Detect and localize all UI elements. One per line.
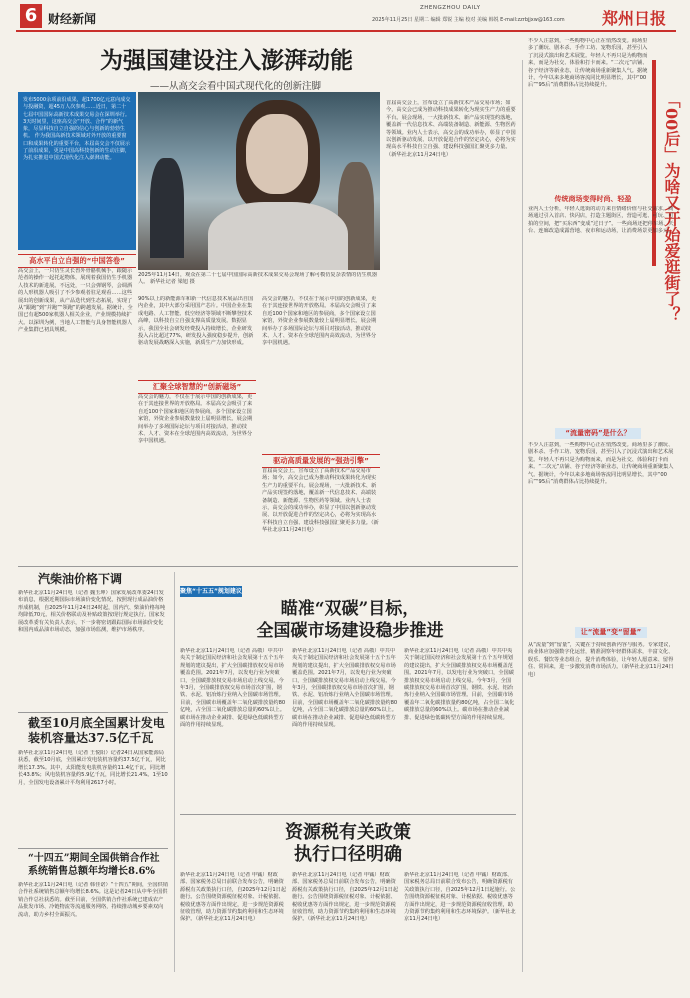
dateline: 2025年11月25日 星期二 编辑 郑锐 主编 校对 美编 韩锐 E-mail:zzrbjjxw@163.com: [372, 17, 565, 23]
photo-robot-face: [246, 114, 308, 194]
section-divider: [18, 566, 518, 567]
feature-body-1: 不少人注意到，一些购物中心正在悄然改变。商场里多了潮玩、剧本杀、手作工坊、宠物乐园，甚至引入了沉浸式演出和艺术展览。年轻人不再只是为购物而来，而是为社交、体验和打卡而来。“二次元”店铺、谷子经济等新业态，让传统商场重新聚集人气。据统计，今年以来多地商场客流同比明显增长，其中“00后”“95后”消费群体占比持续提升。: [528, 38, 648, 89]
main-body-col3b: 首届高交会上，宣布设立了高新技术产品交易市场；如今，高交会已成为推动科技成果转化为现实生产力的重要平台。展会现场，一大批新技术、新产品实现签约落地，覆盖新一代信息技术、高端装备制造、新能源、生物医药等领域。业内人士表示，高交会的成功举办，彰显了中国以创新驱动发展、以开放促进合作的坚定决心，必将为实现高水平科技自立自强、建设科技强国汇聚更多力量。（新华社北京11月24日电）: [262, 468, 379, 534]
power-body: 新华社北京11月24日电（记者 王悦阳）记者24日从国家能源局获悉，截至10月底，全国累计发电装机容量约37.5亿千瓦，同比增长17.3%。其中，太阳能发电装机容量约11.4亿千瓦，同比增长43.8%；风电装机容量约5.9亿千瓦，同比增长21.4%。1至10月，全国发电设备累计平均利用2617小时。: [18, 750, 168, 786]
main-body-col2b: 高交会的魅力，不仅在于展示中国的创新成果，更在于其连接世界的开放格局。本届高交会吸引了来自近100个国家和地区的参展商，多个国家设立国家馆，外资企业参展数量较上届明显增长。展会期间举办了多场国际论坛与项目对接活动，推动技术、人才、资本在全球范围内高效流动，为世界分享中国机遇。: [138, 394, 253, 445]
supply-headline: “十四五”期间全国供销合作社系统销售总额年均增长8.6%: [28, 853, 160, 877]
photo-visitor-left: [150, 158, 184, 258]
page-header: [0, 0, 690, 34]
feature-vertical-title: 「00后」为啥又开始爱逛街了？: [662, 92, 681, 323]
carbon-headline-line2: 全国碳市场建设稳步推进: [256, 621, 444, 641]
supply-body: 新华社北京11月24日电（记者 韩佳诺）“十四五”期间，全国供销合作社系统销售总额年均增长8.6%。这是记者24日从中华全国供销合作总社获悉的。截至目前，全国供销合作社系统已建成农产品批发市场、冷链物流等流通服务网络，持续推动城乡要素双向流动，助力乡村全面振兴。: [18, 882, 168, 918]
subhead-2: 汇聚全球智慧的“创新磁场”: [138, 380, 256, 394]
main-body-col4: 首届高交会上，宣布设立了高新技术产品交易市场；如今，高交会已成为推动科技成果转化为现实生产力的重要平台。展会现场，一大批新技术、新产品实现签约落地，覆盖新一代信息技术、高端装备制造、新能源、生物医药等领域。业内人士表示，高交会的成功举办，彰显了中国以创新驱动发展、以开放促进合作的坚定决心，必将为实现高水平科技自立自强、建设科技强国汇聚更多力量。（新华社北京11月24日电）: [386, 100, 516, 158]
main-body-col1: 高交会上，一只仿生灵长兽外骨骼机械手，跟随示范者的操作一起托起物体，展现着我国仿生手机器人技术的新进展。不远处，一只会弹钢琴，会调酒的人形机器人吸引了不少参观者驻足观看……这些展出的创新成果，从产品迭代到生态拓展，实现了从“跟跑”到“并跑”“领跑”的跨越发展。据统计，全国已有超500家机器人相关企业，产业规模持续扩大。以深圳为例，当地人工智能与具身智能机器人产业集群已初具规模。: [18, 268, 133, 334]
lower-column-divider: [174, 572, 175, 972]
main-subheadline: ——从高交会看中国式现代化的创新注脚: [150, 81, 322, 92]
carbon-headline-line1: 瞄准“双碳”目标，: [280, 599, 420, 619]
feature-kicker-3: 让“流量”变“留量”: [575, 627, 647, 638]
lead-text: 发布5000余项前沿成果，超1700亿元意向成交与投融资，超45万人次参观……近日，第二十七届中国国际高新技术成果交易会在深圳举行。3天时间里，这座高交会“开放、合作”的新气象，尽显科技自立自强的信心与创新的勃勃生机。 作为我国高新技术领域对外开放的重要窗口和成果转化的重要平台，本届高交会不仅展示了前沿成果，更是中国高科技创新的生动注脚，为扎实推进中国式现代化注入澎湃动能。: [23, 97, 131, 162]
divider-power: [18, 848, 168, 849]
tax-headline-line2: 执行口径明确: [294, 844, 402, 865]
fuel-headline: 汽柴油价格下调: [38, 572, 123, 586]
paper-english-name: ZHENGZHOU DAILY: [420, 5, 481, 11]
photo-caption: 2025年11月14日，观众在第二十七届中国国际高新技术成果交易会现场了解可模仿复杂表情的仿生机器人。 新华社记者 梁旭 摄: [138, 272, 378, 286]
photo-robot-body: [208, 202, 348, 270]
tax-body-col2: 新华社北京11月24日电（记者 申铖）财政部、国家税务总局日前联合发布公告，明确资源税有关政策执行口径，自2025年12月1日起施行。公告围绕资源税征税对象、计税依据、税收优惠等方面作出规定，进一步规范资源税征收管理，助力资源节约集约利用和生态环境保护。（新华社北京11月24日电）: [292, 872, 399, 923]
section-title: 财经新闻: [48, 12, 97, 26]
subhead-3: 驱动高质量发展的“强劲引擎”: [262, 454, 380, 468]
divider-fuel: [18, 712, 168, 713]
subhead-1: 高水平自立自强的“中国答卷”: [18, 254, 136, 268]
main-body-col3a: 高交会的魅力，不仅在于展示中国的创新成果，更在于其连接世界的开放格局。本届高交会吸引了来自近100个国家和地区的参展商，多个国家设立国家馆，外资企业参展数量较上届明显增长。展会期间举办了多场国际论坛与项目对接活动，推动技术、人才、资本在全球范围内高效流动，为世界分享中国机遇。: [262, 296, 377, 347]
tax-body-col1: 新华社北京11月24日电（记者 申铖）财政部、国家税务总局日前联合发布公告，明确资源税有关政策执行口径，自2025年12月1日起施行。公告围绕资源税征税对象、计税依据、税收优惠等方面作出规定，进一步规范资源税征收管理，助力资源节约集约利用和生态环境保护。（新华社北京11月24日电）: [180, 872, 287, 923]
carbon-body-col3: 新华社北京11月24日电（记者 高敬）中共中央关于制定国民经济和社会发展第十五个五年规划的建议提出，扩大全国碳排放权交易市场覆盖范围。2021年7月，以发电行业为突破口，全国碳排放权交易市场启动上线交易。今年3月，全国碳排放权交易市场首次扩围，钢铁、水泥、铝冶炼行业纳入全国碳市场管理。目前，全国碳市场覆盖年二氧化碳排放量约80亿吨，占全国二氧化碳排放总量的60%以上。碳市场在推动企业减排、促进绿色低碳转型方面的作用持续显现。: [404, 648, 515, 721]
column-divider: [522, 60, 523, 972]
main-headline: 为强国建设注入澎湃动能: [100, 47, 353, 74]
power-headline: 截至10月底全国累计发电装机容量达37.5亿千瓦: [28, 716, 165, 745]
main-body-col2a: 90%以上的新能源车和新一代信息技术展品出自国内企业，其中大部分采用国产芯片。中国企业在集成电路、人工智能、低空经济等领域不断攀登技术高峰，以科技自立自强支撑高质量发展。数据显示，我国全社会研发经费投入持续增长，企业研发投入占比超过77%，研发投入强度稳步提升，创新驱动发展战略深入实施，新质生产力加快形成。: [138, 296, 254, 347]
feature-body-2: 业内人士分析，年轻人逛街的动力来自情绪价值与社交需求。商场通过引入首店、快闪店，打造主题街区，营造可逛、可玩、可拍的空间，把“买东西”变成“过日子”。一些商场还把停车场、天台、连廊改造成露营地、夜市和运动场，让消费场景更加多元。: [528, 206, 674, 235]
feature-kicker-1: 传统商场变得时尚、轻盈: [554, 195, 632, 203]
feature-body-3: 不少人注意到，一些购物中心正在悄然改变。商场里多了潮玩、剧本杀、手作工坊、宠物乐园，甚至引入了沉浸式演出和艺术展览。年轻人不再只是为购物而来，而是为社交、体验和打卡而来。“二次元”店铺、谷子经济等新业态，让传统商场重新聚集人气。据统计，今年以来多地商场客流同比明显增长，其中“00后”“95后”消费群体占比持续提升。: [528, 442, 674, 486]
carbon-body-col2: 新华社北京11月24日电（记者 高敬）中共中央关于制定国民经济和社会发展第十五个五年规划的建议提出，扩大全国碳排放权交易市场覆盖范围。2021年7月，以发电行业为突破口，全国碳排放权交易市场启动上线交易。今年3月，全国碳排放权交易市场首次扩围，钢铁、水泥、铝冶炼行业纳入全国碳市场管理。目前，全国碳市场覆盖年二氧化碳排放量约80亿吨，占全国二氧化碳排放总量的60%以上。碳市场在推动企业减排、促进绿色低碳转型方面的作用持续显现。: [292, 648, 398, 729]
carbon-body-col1: 新华社北京11月24日电（记者 高敬）中共中央关于制定国民经济和社会发展第十五个五年规划的建议提出，扩大全国碳排放权交易市场覆盖范围。2021年7月，以发电行业为突破口，全国碳排放权交易市场启动上线交易。今年3月，全国碳排放权交易市场首次扩围，钢铁、水泥、铝冶炼行业纳入全国碳市场管理。目前，全国碳市场覆盖年二氧化碳排放量约80亿吨，占全国二氧化碳排放总量的60%以上。碳市场在推动企业减排、促进绿色低碳转型方面的作用持续显现。: [180, 648, 286, 729]
tax-body-col3: 新华社北京11月24日电（记者 申铖）财政部、国家税务总局日前联合发布公告，明确资源税有关政策执行口径，自2025年12月1日起施行。公告围绕资源税征税对象、计税依据、税收优惠等方面作出规定，进一步规范资源税征收管理，助力资源节约集约利用和生态环境保护。（新华社北京11月24日电）: [404, 872, 516, 923]
fuel-body: 新华社北京11月24日电（记者 魏玉坤）国家发展改革委24日发布消息，根据近期国际市场油价变化情况，按照现行成品油价格形成机制，自2025年11月24日24时起，国内汽、柴油价格每吨均降低70元。相关价格联动及补贴政策按现行规定执行。国家发展改革委有关负责人表示，下一步将密切跟踪国际市场油价变化和国内成品油市场动态，加强市场监测，维护市场秩序。: [18, 590, 166, 634]
header-rule: [16, 30, 676, 32]
carbon-tag: 聚焦“十五五”规划建议: [180, 588, 242, 595]
tax-headline-line1: 资源税有关政策: [285, 822, 411, 843]
divider-tax: [180, 814, 516, 815]
feature-kicker-2: “流量密码”是什么？: [555, 428, 641, 439]
newspaper-logo: 郑州日报: [602, 9, 667, 28]
main-photo: [138, 92, 380, 270]
lead-box: [18, 92, 136, 250]
feature-body-4: 从“流量”到“留量”，关键在于持续创新内容与服务。专家建议，商业体应加强数字化运营，精准洞察年轻群体需求，丰富文化、娱乐、餐饮等业态组合，提升消费体验，让年轻人愿意来、留得住、常回来，进一步激发消费市场活力。（新华社北京11月24日电）: [528, 642, 674, 678]
page-number: 6: [20, 4, 42, 28]
